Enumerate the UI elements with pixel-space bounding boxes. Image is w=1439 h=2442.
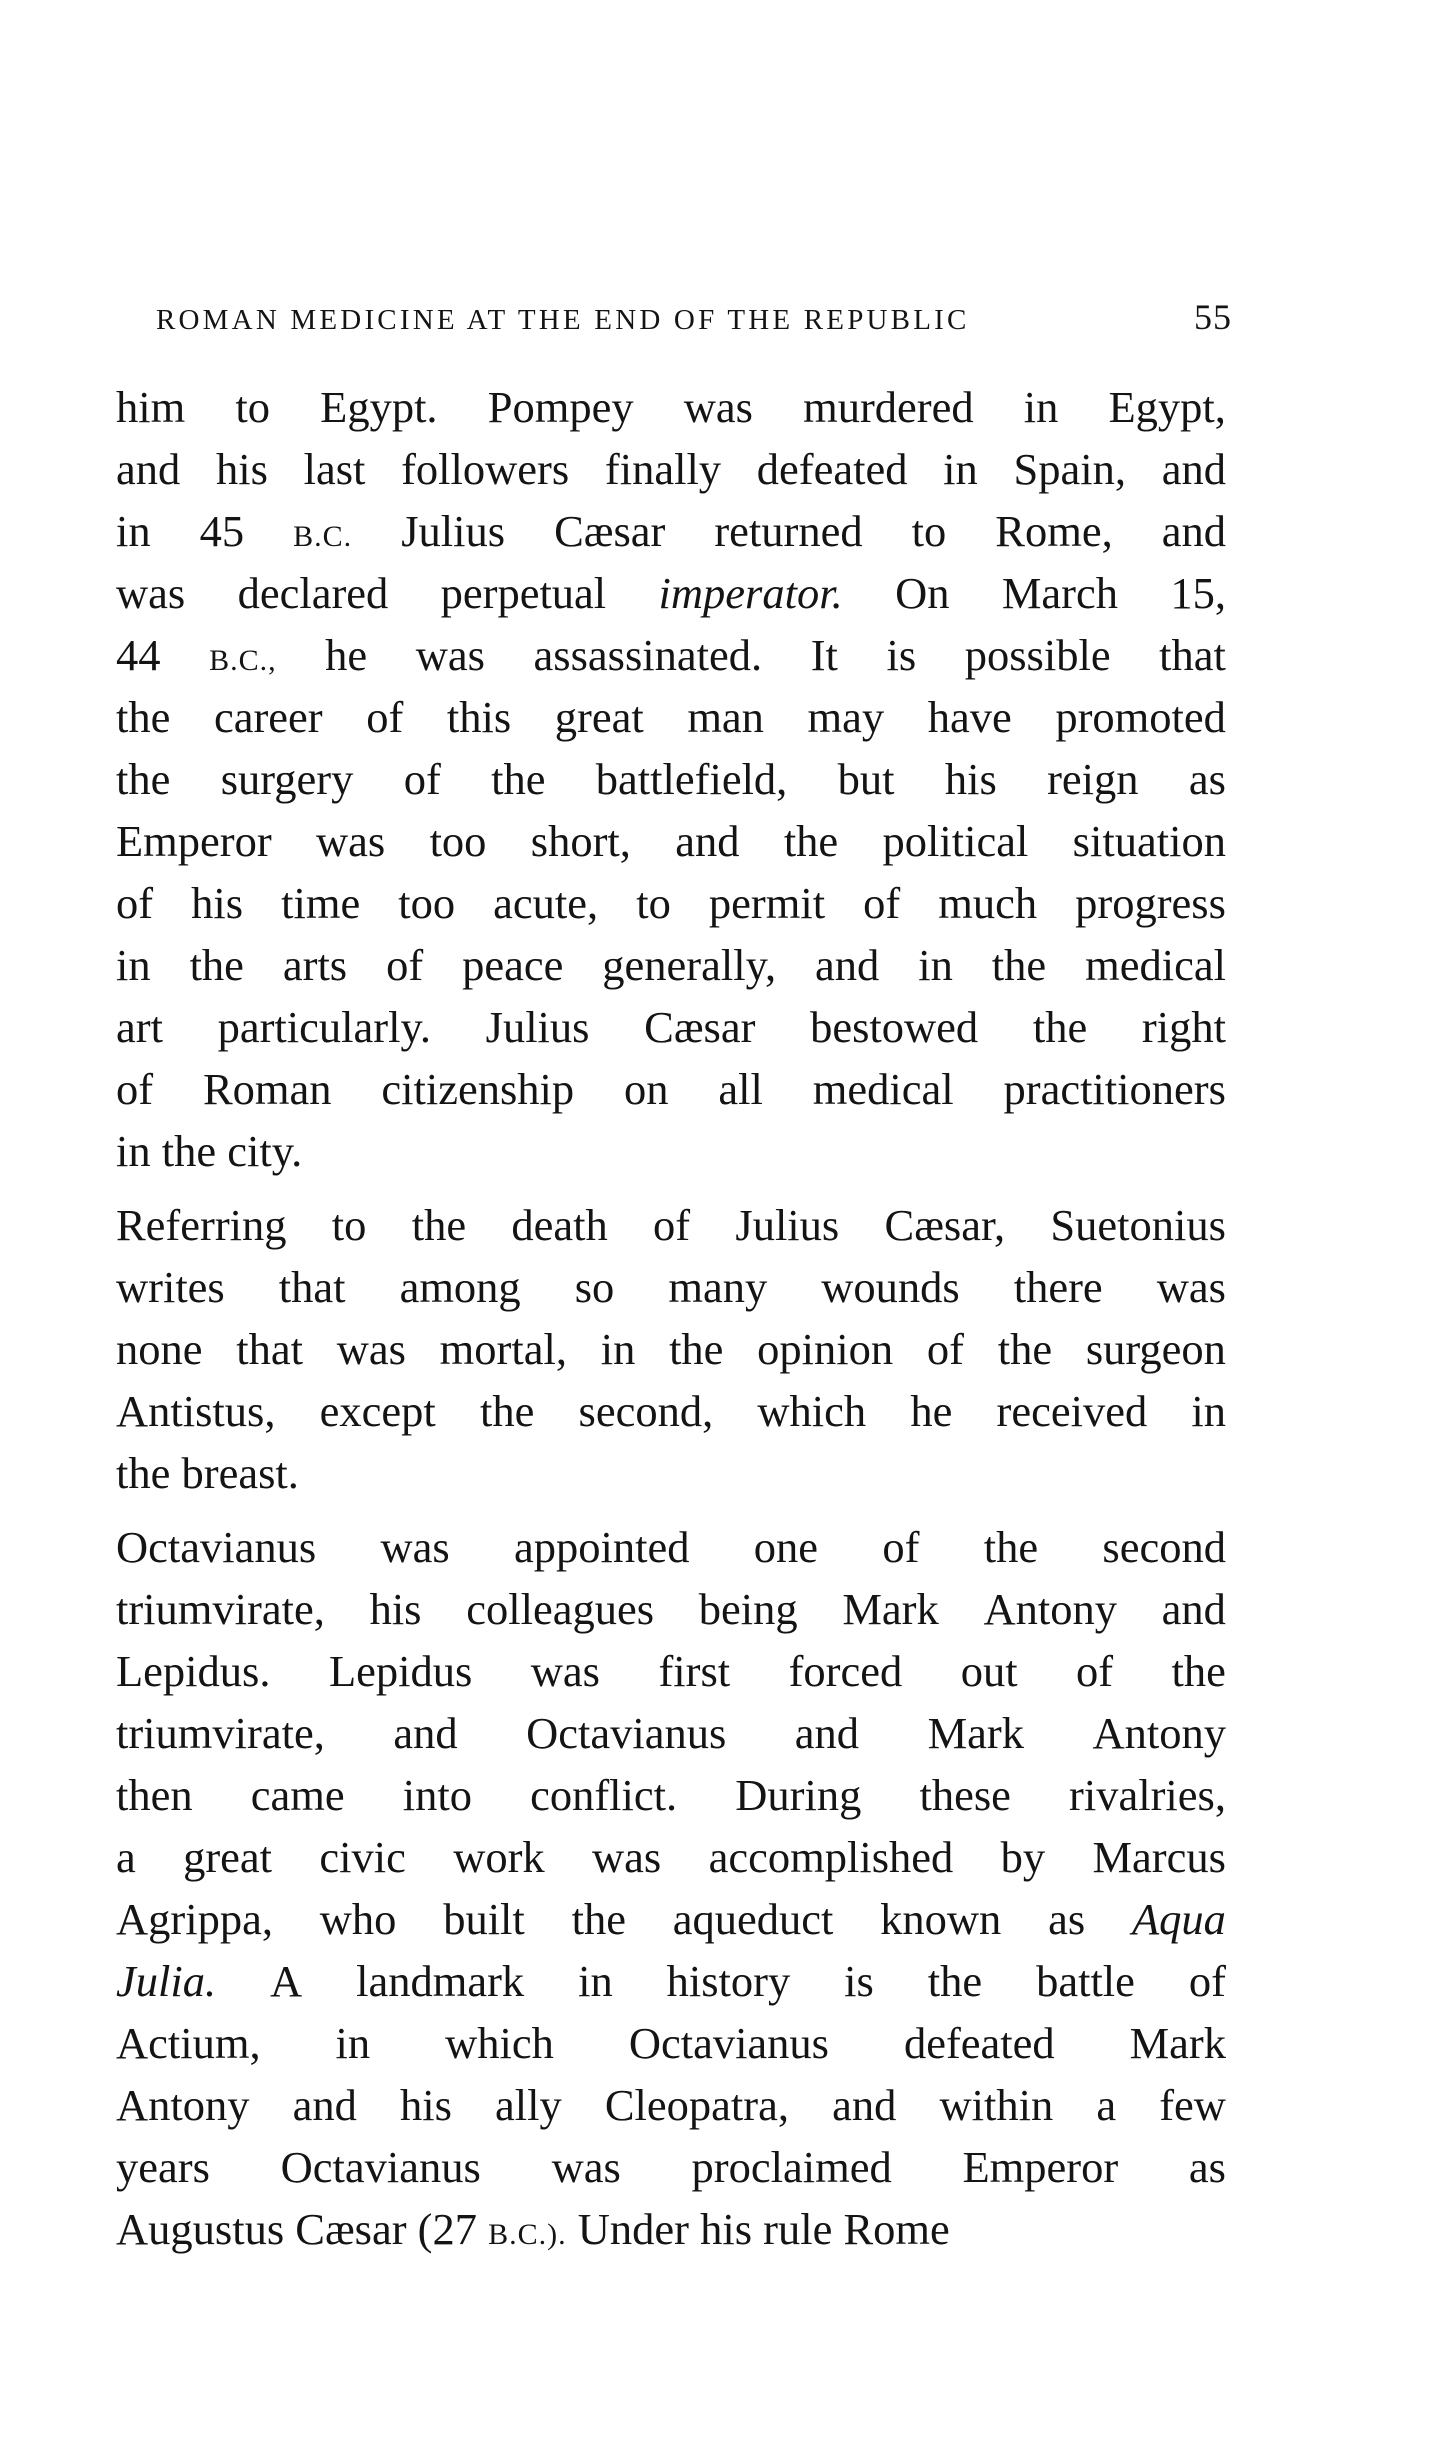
text-line: in 45 B.C. Julius Cæsar returned to Rome, and — [116, 506, 1226, 556]
text-line: and his last followers finally defeated in Spain, and — [116, 444, 1226, 494]
text-line: triumvirate, his colleagues being Mark Antony and — [116, 1584, 1226, 1634]
running-header — [156, 296, 1232, 346]
paragraph — [116, 1194, 1226, 1504]
text-line: none that was mortal, in the opinion of the surgeon — [116, 1324, 1226, 1374]
text-line: writes that among so many wounds there was — [116, 1262, 1226, 1312]
text-line: Actium, in which Octavianus defeated Mark — [116, 2018, 1226, 2068]
body-text — [116, 376, 1226, 2272]
text-line: Lepidus. Lepidus was first forced out of the — [116, 1646, 1226, 1696]
text-line: Agrippa, who built the aqueduct known as Aqua — [116, 1894, 1226, 1944]
text-line: years Octavianus was proclaimed Emperor as — [116, 2142, 1226, 2192]
text-line: Antistus, except the second, which he received in — [116, 1386, 1226, 1436]
paragraph — [116, 1516, 1226, 2260]
text-line: Referring to the death of Julius Cæsar, Suetonius — [116, 1200, 1226, 1250]
running-title: ROMAN MEDICINE AT THE END OF THE REPUBLIC — [156, 304, 970, 336]
text-line: a great civic work was accomplished by Marcus — [116, 1832, 1226, 1882]
text-line: of his time too acute, to permit of much progress — [116, 878, 1226, 928]
text-line: the career of this great man may have promoted — [116, 692, 1226, 742]
text-line: was declared perpetual imperator. On March 15, — [116, 568, 1226, 618]
text-line: in the city. — [116, 1126, 303, 1176]
text-line: Octavianus was appointed one of the second — [116, 1522, 1226, 1572]
text-line: then came into conflict. During these rivalries, — [116, 1770, 1226, 1820]
text-line: triumvirate, and Octavianus and Mark Antony — [116, 1708, 1226, 1758]
text-line: Emperor was too short, and the political situation — [116, 816, 1226, 866]
text-line: the breast. — [116, 1448, 299, 1498]
paragraph — [116, 376, 1226, 1182]
text-line: of Roman citizenship on all medical practitioners — [116, 1064, 1226, 1114]
text-line: Julia. A landmark in history is the battle of — [116, 1956, 1226, 2006]
text-line: Augustus Cæsar (27 B.C.). Under his rule Rome — [116, 2204, 950, 2254]
text-line: Antony and his ally Cleopatra, and within a few — [116, 2080, 1226, 2130]
text-line: art particularly. Julius Cæsar bestowed the right — [116, 1002, 1226, 1052]
text-line: him to Egypt. Pompey was murdered in Egypt, — [116, 382, 1226, 432]
text-line: the surgery of the battlefield, but his reign as — [116, 754, 1226, 804]
text-line: 44 B.C., he was assassinated. It is possible that — [116, 630, 1226, 680]
text-line: in the arts of peace generally, and in the medical — [116, 940, 1226, 990]
page-number: 55 — [1194, 297, 1232, 337]
